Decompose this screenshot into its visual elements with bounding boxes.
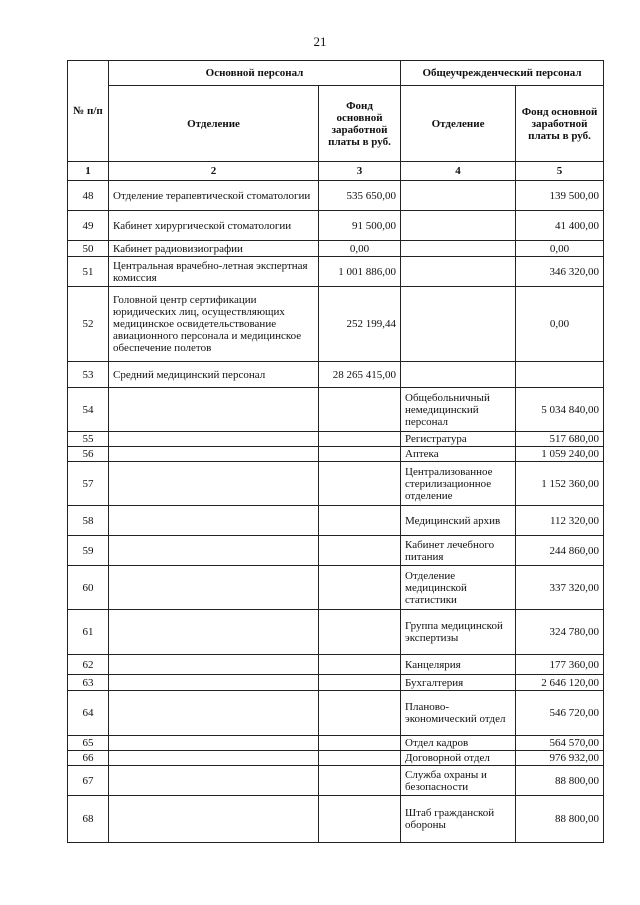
general-fund-cell bbox=[516, 362, 604, 388]
main-dept-cell bbox=[109, 447, 319, 462]
table-row bbox=[68, 610, 604, 655]
table-row bbox=[68, 447, 604, 462]
column-number: 2 bbox=[109, 162, 319, 181]
general-dept-cell: Кабинет лечебного питания bbox=[401, 536, 516, 566]
column-number: 5 bbox=[516, 162, 604, 181]
row-number: 60 bbox=[68, 566, 109, 610]
row-number: 56 bbox=[68, 447, 109, 462]
table-row bbox=[68, 796, 604, 843]
general-dept-cell: Отдел кадров bbox=[401, 736, 516, 751]
main-fund-cell bbox=[319, 462, 401, 506]
main-dept-cell bbox=[109, 388, 319, 432]
row-number: 63 bbox=[68, 675, 109, 691]
page-number: 21 bbox=[313, 34, 327, 49]
table-row bbox=[68, 362, 604, 388]
row-number: 64 bbox=[68, 691, 109, 736]
main-dept-cell bbox=[109, 432, 319, 447]
table-row bbox=[68, 257, 604, 287]
table-row bbox=[68, 287, 604, 362]
main-dept-cell bbox=[109, 655, 319, 675]
main-dept-cell: Отделение терапевтической стоматологии bbox=[109, 181, 319, 211]
row-number: 66 bbox=[68, 751, 109, 766]
general-fund-cell: 88 800,00 bbox=[516, 766, 604, 796]
header-fund-right: Фонд основной заработной платы в руб. bbox=[516, 86, 604, 162]
general-fund-cell: 5 034 840,00 bbox=[516, 388, 604, 432]
general-fund-cell: 88 800,00 bbox=[516, 796, 604, 843]
table-row bbox=[68, 751, 604, 766]
main-dept-cell: Кабинет радиовизиографии bbox=[109, 241, 319, 257]
general-fund-cell: 564 570,00 bbox=[516, 736, 604, 751]
table-row bbox=[68, 675, 604, 691]
main-dept-cell bbox=[109, 566, 319, 610]
header-group-general: Общеучрежденческий персонал bbox=[401, 61, 604, 86]
header-fund: Фонд основной заработной платы в руб. bbox=[319, 86, 401, 162]
table-row bbox=[68, 462, 604, 506]
row-number: 54 bbox=[68, 388, 109, 432]
table-row bbox=[68, 766, 604, 796]
table-row bbox=[68, 181, 604, 211]
main-fund-cell bbox=[319, 536, 401, 566]
main-fund-cell bbox=[319, 566, 401, 610]
main-dept-cell bbox=[109, 675, 319, 691]
row-number: 53 bbox=[68, 362, 109, 388]
main-dept-cell: Центральная врачебно-летная экспертная комиссия bbox=[109, 257, 319, 287]
main-fund-cell: 1 001 886,00 bbox=[319, 257, 401, 287]
general-fund-cell: 112 320,00 bbox=[516, 506, 604, 536]
general-dept-cell: Служба охраны и безопасности bbox=[401, 766, 516, 796]
header-dept-right: Отделение bbox=[401, 86, 516, 162]
column-number: 3 bbox=[319, 162, 401, 181]
general-fund-cell: 546 720,00 bbox=[516, 691, 604, 736]
main-fund-cell bbox=[319, 766, 401, 796]
row-number: 49 bbox=[68, 211, 109, 241]
main-fund-cell: 535 650,00 bbox=[319, 181, 401, 211]
row-number: 58 bbox=[68, 506, 109, 536]
row-number: 68 bbox=[68, 796, 109, 843]
main-fund-cell bbox=[319, 691, 401, 736]
general-fund-cell: 139 500,00 bbox=[516, 181, 604, 211]
main-fund-cell bbox=[319, 736, 401, 751]
main-fund-cell bbox=[319, 506, 401, 536]
general-fund-cell: 337 320,00 bbox=[516, 566, 604, 610]
general-dept-cell: Общебольничный немедицинский персонал bbox=[401, 388, 516, 432]
general-dept-cell: Канцелярия bbox=[401, 655, 516, 675]
general-fund-cell: 177 360,00 bbox=[516, 655, 604, 675]
general-fund-cell: 1 152 360,00 bbox=[516, 462, 604, 506]
general-fund-cell: 244 860,00 bbox=[516, 536, 604, 566]
main-dept-cell: Кабинет хирургической стоматологии bbox=[109, 211, 319, 241]
general-dept-cell bbox=[401, 257, 516, 287]
general-fund-cell: 2 646 120,00 bbox=[516, 675, 604, 691]
row-number: 51 bbox=[68, 257, 109, 287]
general-fund-cell: 0,00 bbox=[516, 241, 604, 257]
general-dept-cell bbox=[401, 211, 516, 241]
row-number: 65 bbox=[68, 736, 109, 751]
table-row bbox=[68, 691, 604, 736]
column-number: 4 bbox=[401, 162, 516, 181]
table-row bbox=[68, 241, 604, 257]
table-row bbox=[68, 388, 604, 432]
main-dept-cell bbox=[109, 796, 319, 843]
salary-fund-table bbox=[67, 60, 604, 843]
table-row bbox=[68, 432, 604, 447]
main-fund-cell: 252 199,44 bbox=[319, 287, 401, 362]
row-number: 61 bbox=[68, 610, 109, 655]
table-row bbox=[68, 536, 604, 566]
table-row bbox=[68, 655, 604, 675]
main-fund-cell bbox=[319, 610, 401, 655]
table-row bbox=[68, 506, 604, 536]
row-number: 48 bbox=[68, 181, 109, 211]
general-fund-cell: 41 400,00 bbox=[516, 211, 604, 241]
row-number: 57 bbox=[68, 462, 109, 506]
header-group-main: Основной персонал bbox=[109, 61, 401, 86]
general-dept-cell: Бухгалтерия bbox=[401, 675, 516, 691]
row-number: 52 bbox=[68, 287, 109, 362]
main-fund-cell bbox=[319, 675, 401, 691]
general-dept-cell: Аптека bbox=[401, 447, 516, 462]
general-dept-cell: Регистратура bbox=[401, 432, 516, 447]
table-row bbox=[68, 211, 604, 241]
general-dept-cell: Централизованное стерилизационное отделение bbox=[401, 462, 516, 506]
main-dept-cell bbox=[109, 691, 319, 736]
general-fund-cell: 517 680,00 bbox=[516, 432, 604, 447]
general-dept-cell: Группа медицинской экспертизы bbox=[401, 610, 516, 655]
main-fund-cell bbox=[319, 655, 401, 675]
general-dept-cell bbox=[401, 241, 516, 257]
main-fund-cell: 0,00 bbox=[319, 241, 401, 257]
main-dept-cell bbox=[109, 506, 319, 536]
header-num: № п/п bbox=[68, 61, 109, 162]
general-fund-cell: 0,00 bbox=[516, 287, 604, 362]
main-fund-cell bbox=[319, 447, 401, 462]
table-row bbox=[68, 736, 604, 751]
main-dept-cell: Головной центр сертификации юридических лиц, осуществляющих медицинское освидетельствование авиационного персонала и медицинское обеспечение полетов bbox=[109, 287, 319, 362]
general-fund-cell: 1 059 240,00 bbox=[516, 447, 604, 462]
general-fund-cell: 324 780,00 bbox=[516, 610, 604, 655]
main-fund-cell bbox=[319, 796, 401, 843]
general-dept-cell: Планово-экономический отдел bbox=[401, 691, 516, 736]
row-number: 55 bbox=[68, 432, 109, 447]
main-fund-cell bbox=[319, 432, 401, 447]
row-number: 67 bbox=[68, 766, 109, 796]
general-dept-cell: Штаб гражданской обороны bbox=[401, 796, 516, 843]
general-dept-cell bbox=[401, 362, 516, 388]
main-dept-cell bbox=[109, 736, 319, 751]
column-numbers-row bbox=[68, 162, 604, 181]
row-number: 59 bbox=[68, 536, 109, 566]
main-dept-cell bbox=[109, 536, 319, 566]
main-fund-cell bbox=[319, 388, 401, 432]
main-fund-cell: 28 265 415,00 bbox=[319, 362, 401, 388]
general-dept-cell: Медицинский архив bbox=[401, 506, 516, 536]
main-dept-cell bbox=[109, 751, 319, 766]
main-dept-cell bbox=[109, 766, 319, 796]
general-dept-cell bbox=[401, 181, 516, 211]
general-fund-cell: 346 320,00 bbox=[516, 257, 604, 287]
general-dept-cell: Договорной отдел bbox=[401, 751, 516, 766]
main-fund-cell bbox=[319, 751, 401, 766]
main-dept-cell bbox=[109, 610, 319, 655]
column-number: 1 bbox=[68, 162, 109, 181]
general-dept-cell bbox=[401, 287, 516, 362]
general-fund-cell: 976 932,00 bbox=[516, 751, 604, 766]
table-row bbox=[68, 566, 604, 610]
general-dept-cell: Отделение медицинской статистики bbox=[401, 566, 516, 610]
row-number: 50 bbox=[68, 241, 109, 257]
header-dept: Отделение bbox=[109, 86, 319, 162]
main-dept-cell bbox=[109, 462, 319, 506]
main-fund-cell: 91 500,00 bbox=[319, 211, 401, 241]
main-dept-cell: Средний медицинский персонал bbox=[109, 362, 319, 388]
row-number: 62 bbox=[68, 655, 109, 675]
